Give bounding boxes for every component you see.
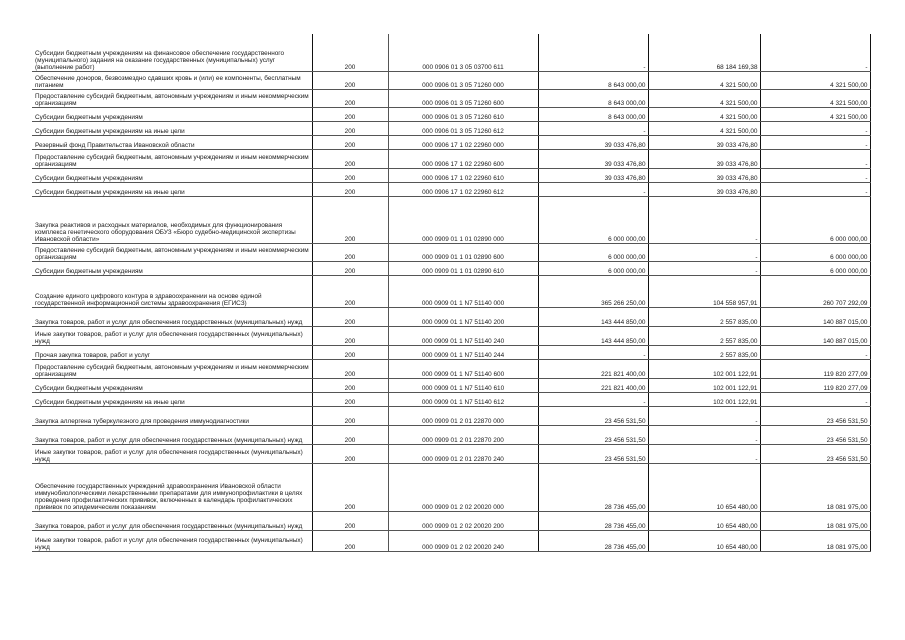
cell-v1: - [538, 121, 648, 135]
cell-v2: 102 001 122,91 [648, 378, 760, 392]
cell-code: 200 [312, 261, 388, 275]
table-row [32, 107, 870, 121]
cell-v2: 4 321 500,00 [648, 89, 760, 107]
table-row [32, 530, 870, 551]
cell-name: Субсидии бюджетным учреждениям на иные цели [32, 182, 312, 196]
cell-name: Предоставление субсидий бюджетным, автономным учреждениям и иным некоммерческим организациям [32, 359, 312, 378]
cell-v1: 8 643 000,00 [538, 107, 648, 121]
cell-v3: 6 000 000,00 [760, 196, 870, 243]
cell-v2: 2 557 835,00 [648, 345, 760, 359]
cell-v1: 23 456 531,50 [538, 406, 648, 425]
table-row [32, 275, 870, 307]
cell-code: 200 [312, 275, 388, 307]
cell-v2: 4 321 500,00 [648, 107, 760, 121]
cell-code: 200 [312, 392, 388, 406]
cell-name: Субсидии бюджетным учреждениям на иные цели [32, 121, 312, 135]
cell-code: 200 [312, 107, 388, 121]
cell-v3: 18 081 975,00 [760, 530, 870, 551]
table-row [32, 392, 870, 406]
cell-cls: 000 0909 01 1 N7 51140 200 [388, 307, 538, 326]
cell-v3: - [760, 149, 870, 168]
cell-v2: 10 654 480,00 [648, 530, 760, 551]
cell-v1: 39 033 476,80 [538, 168, 648, 182]
table-row [32, 168, 870, 182]
cell-code: 200 [312, 149, 388, 168]
cell-code: 200 [312, 359, 388, 378]
cell-v3: 140 887 015,00 [760, 307, 870, 326]
cell-code: 200 [312, 345, 388, 359]
cell-code: 200 [312, 121, 388, 135]
cell-name: Иные закупки товаров, работ и услуг для обеспечения государственных (муниципальных) нужд [32, 326, 312, 345]
cell-v1: 23 456 531,50 [538, 425, 648, 444]
cell-v1: 6 000 000,00 [538, 261, 648, 275]
cell-v3: 23 456 531,50 [760, 444, 870, 463]
cell-v2: - [648, 444, 760, 463]
table-row [32, 444, 870, 463]
table-row [32, 378, 870, 392]
cell-v1: 39 033 476,80 [538, 135, 648, 149]
cell-cls: 000 0906 01 3 05 71260 000 [388, 71, 538, 89]
cell-v1: 8 643 000,00 [538, 71, 648, 89]
cell-cls: 000 0906 17 1 02 22960 610 [388, 168, 538, 182]
cell-v3: - [760, 168, 870, 182]
table-row [32, 406, 870, 425]
budget-table-body [32, 34, 870, 551]
cell-cls: 000 0909 01 2 02 20020 240 [388, 530, 538, 551]
table-row [32, 121, 870, 135]
cell-code: 200 [312, 378, 388, 392]
cell-cls: 000 0909 01 1 N7 51140 600 [388, 359, 538, 378]
cell-cls: 000 0909 01 2 02 20020 000 [388, 463, 538, 511]
cell-v2: 4 321 500,00 [648, 71, 760, 89]
cell-v1: 23 456 531,50 [538, 444, 648, 463]
cell-code: 200 [312, 182, 388, 196]
cell-cls: 000 0906 01 3 05 71260 610 [388, 107, 538, 121]
cell-v3: 18 081 975,00 [760, 511, 870, 530]
cell-name: Субсидии бюджетным учреждениям на иные цели [32, 392, 312, 406]
table-row [32, 345, 870, 359]
cell-name: Обеспечение доноров, безвозмездно сдавших кровь и (или) ее компоненты, бесплатным питанием [32, 71, 312, 89]
cell-v3: 6 000 000,00 [760, 261, 870, 275]
cell-code: 200 [312, 511, 388, 530]
table-row [32, 196, 870, 243]
table-row [32, 463, 870, 511]
cell-code: 200 [312, 168, 388, 182]
cell-cls: 000 0909 01 1 N7 51140 610 [388, 378, 538, 392]
cell-v2: 10 654 480,00 [648, 463, 760, 511]
table-row [32, 34, 870, 71]
cell-name: Закупка товаров, работ и услуг для обеспечения государственных (муниципальных) нужд [32, 511, 312, 530]
cell-name: Прочая закупка товаров, работ и услуг [32, 345, 312, 359]
cell-v1: 221 821 400,00 [538, 378, 648, 392]
cell-name: Субсидии бюджетным учреждениям [32, 378, 312, 392]
table-row [32, 307, 870, 326]
table-row [32, 326, 870, 345]
cell-v3: 119 820 277,09 [760, 378, 870, 392]
table-row [32, 182, 870, 196]
table-row [32, 425, 870, 444]
cell-name: Закупка товаров, работ и услуг для обеспечения государственных (муниципальных) нужд [32, 307, 312, 326]
table-row [32, 261, 870, 275]
cell-code: 200 [312, 34, 388, 71]
cell-v1: - [538, 182, 648, 196]
cell-v3: 4 321 500,00 [760, 71, 870, 89]
cell-v2: - [648, 196, 760, 243]
cell-name: Предоставление субсидий бюджетным, автономным учреждениям и иным некоммерческим организациям [32, 243, 312, 261]
cell-v2: 39 033 476,80 [648, 168, 760, 182]
cell-v1: 8 643 000,00 [538, 89, 648, 107]
cell-name: Иные закупки товаров, работ и услуг для обеспечения государственных (муниципальных) нужд [32, 530, 312, 551]
cell-v2: 102 001 122,91 [648, 392, 760, 406]
cell-name: Предоставление субсидий бюджетным, автономным учреждениям и иным некоммерческим организациям [32, 89, 312, 107]
cell-name: Закупка товаров, работ и услуг для обеспечения государственных (муниципальных) нужд [32, 425, 312, 444]
cell-cls: 000 0909 01 1 N7 51140 244 [388, 345, 538, 359]
cell-cls: 000 0909 01 1 01 02890 000 [388, 196, 538, 243]
cell-v1: 28 736 455,00 [538, 463, 648, 511]
cell-cls: 000 0906 01 3 05 03700 611 [388, 34, 538, 71]
cell-cls: 000 0909 01 2 01 22870 240 [388, 444, 538, 463]
cell-v3: - [760, 135, 870, 149]
table-row [32, 89, 870, 107]
cell-v3: - [760, 34, 870, 71]
cell-v2: 2 557 835,00 [648, 307, 760, 326]
cell-code: 200 [312, 135, 388, 149]
cell-code: 200 [312, 406, 388, 425]
cell-name: Субсидии бюджетным учреждениям [32, 168, 312, 182]
cell-code: 200 [312, 243, 388, 261]
cell-v3: 23 456 531,50 [760, 406, 870, 425]
cell-v2: 2 557 835,00 [648, 326, 760, 345]
cell-v3: 119 820 277,09 [760, 359, 870, 378]
cell-cls: 000 0909 01 1 N7 51140 240 [388, 326, 538, 345]
cell-code: 200 [312, 307, 388, 326]
cell-v1: 28 736 455,00 [538, 530, 648, 551]
table-row [32, 135, 870, 149]
cell-v2: 39 033 476,80 [648, 135, 760, 149]
cell-v2: - [648, 243, 760, 261]
cell-v3: 260 707 292,09 [760, 275, 870, 307]
cell-v3: - [760, 182, 870, 196]
cell-v3: 4 321 500,00 [760, 107, 870, 121]
cell-v1: 143 444 850,00 [538, 326, 648, 345]
cell-v2: 39 033 476,80 [648, 182, 760, 196]
cell-v3: - [760, 345, 870, 359]
cell-v2: 68 184 169,38 [648, 34, 760, 71]
cell-cls: 000 0906 01 3 05 71260 600 [388, 89, 538, 107]
cell-v1: 6 000 000,00 [538, 243, 648, 261]
cell-v1: 143 444 850,00 [538, 307, 648, 326]
cell-v2: 4 321 500,00 [648, 121, 760, 135]
cell-cls: 000 0909 01 2 01 22870 200 [388, 425, 538, 444]
cell-v3: 18 081 975,00 [760, 463, 870, 511]
cell-v3: 140 887 015,00 [760, 326, 870, 345]
cell-code: 200 [312, 530, 388, 551]
cell-cls: 000 0909 01 2 02 20020 200 [388, 511, 538, 530]
cell-name: Субсидии бюджетным учреждениям [32, 107, 312, 121]
cell-code: 200 [312, 71, 388, 89]
cell-v2: - [648, 425, 760, 444]
cell-v3: 6 000 000,00 [760, 243, 870, 261]
cell-v3: 23 456 531,50 [760, 425, 870, 444]
cell-code: 200 [312, 89, 388, 107]
table-row [32, 359, 870, 378]
cell-code: 200 [312, 463, 388, 511]
cell-cls: 000 0909 01 1 N7 51140 000 [388, 275, 538, 307]
cell-v1: 6 000 000,00 [538, 196, 648, 243]
cell-cls: 000 0906 01 3 05 71260 612 [388, 121, 538, 135]
cell-v1: 39 033 476,80 [538, 149, 648, 168]
cell-code: 200 [312, 196, 388, 243]
cell-name: Предоставление субсидий бюджетным, автономным учреждениям и иным некоммерческим организациям [32, 149, 312, 168]
cell-v1: 365 266 250,00 [538, 275, 648, 307]
cell-cls: 000 0906 17 1 02 22960 612 [388, 182, 538, 196]
table-row [32, 243, 870, 261]
budget-table [32, 34, 871, 552]
cell-name: Закупка реактивов и расходных материалов, необходимых для функционирования комплекса генетического оборудования ОБУЗ «Бюро судебно-медицинской экспертизы Ивановской области» [32, 196, 312, 243]
cell-v1: - [538, 392, 648, 406]
cell-name: Субсидии бюджетным учреждениям [32, 261, 312, 275]
cell-cls: 000 0909 01 2 01 22870 000 [388, 406, 538, 425]
cell-v2: 39 033 476,80 [648, 149, 760, 168]
cell-v3: 4 321 500,00 [760, 89, 870, 107]
cell-v2: - [648, 406, 760, 425]
cell-code: 200 [312, 425, 388, 444]
cell-name: Закупка аллергена туберкулезного для проведения иммунодиагностики [32, 406, 312, 425]
cell-v3: - [760, 392, 870, 406]
cell-v1: 28 736 455,00 [538, 511, 648, 530]
cell-cls: 000 0909 01 1 N7 51140 612 [388, 392, 538, 406]
table-row [32, 71, 870, 89]
cell-cls: 000 0906 17 1 02 22960 600 [388, 149, 538, 168]
cell-v3: - [760, 121, 870, 135]
cell-name: Субсидии бюджетным учреждениям на финансовое обеспечение государственного (муниципального) задания на оказание государственных (муниципальных) услуг (выполнение работ) [32, 34, 312, 71]
cell-v1: 221 821 400,00 [538, 359, 648, 378]
table-row [32, 511, 870, 530]
table-row [32, 149, 870, 168]
cell-code: 200 [312, 444, 388, 463]
cell-cls: 000 0909 01 1 01 02890 600 [388, 243, 538, 261]
cell-v1: - [538, 345, 648, 359]
cell-name: Резервный фонд Правительства Ивановской области [32, 135, 312, 149]
cell-name: Обеспечение государственных учреждений здравоохранения Ивановской области иммунобиологическими лекарственными препаратами для иммунопрофилактики в целях проведения профилактических прививок, включенных в календарь профилактических прививок по эпидемическим показаниям [32, 463, 312, 511]
cell-cls: 000 0909 01 1 01 02890 610 [388, 261, 538, 275]
cell-name: Создание единого цифрового контура в здравоохранении на основе единой государственной информационной системы здравоохранения (ЕГИСЗ) [32, 275, 312, 307]
budget-report-sheet [32, 34, 871, 552]
cell-name: Иные закупки товаров, работ и услуг для обеспечения государственных (муниципальных) нужд [32, 444, 312, 463]
cell-v2: 10 654 480,00 [648, 511, 760, 530]
cell-v2: 102 001 122,91 [648, 359, 760, 378]
cell-v1: - [538, 34, 648, 71]
cell-v2: 104 558 957,91 [648, 275, 760, 307]
cell-code: 200 [312, 326, 388, 345]
cell-cls: 000 0906 17 1 02 22960 000 [388, 135, 538, 149]
cell-v2: - [648, 261, 760, 275]
